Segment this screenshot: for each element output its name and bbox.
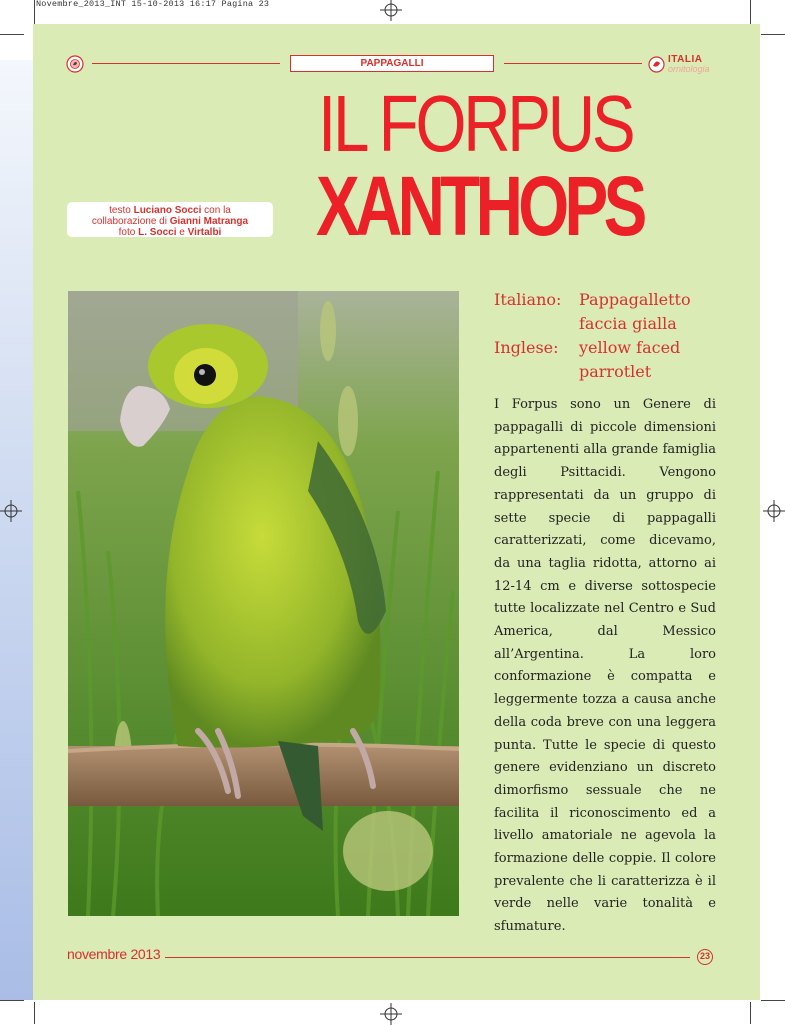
page-edge-strip <box>0 60 33 1000</box>
english-name-value: yellow faced parrotlet <box>579 338 681 381</box>
common-names <box>494 288 729 384</box>
crop-mark <box>750 1002 751 1024</box>
section-label: PAPPAGALLI <box>290 55 494 72</box>
crop-mark <box>0 1000 24 1001</box>
crop-mark <box>34 0 35 24</box>
issue-date: novembre 2013 <box>67 946 161 962</box>
magazine-logo-line1: ITALIA <box>668 54 703 65</box>
header-rule <box>504 63 642 64</box>
crop-mark <box>34 1002 35 1024</box>
header-rule <box>92 63 280 64</box>
italian-name-value: Pappagalletto faccia gialla <box>579 290 691 333</box>
credit-label: collaborazione di <box>91 216 167 227</box>
crop-mark <box>761 34 785 35</box>
article-credits <box>67 202 273 237</box>
credit-author: Luciano Socci <box>133 205 202 216</box>
english-name-label: Inglese: <box>494 338 559 357</box>
article-body: I Forpus sono un Genere di pappagalli di piccole dimensioni appartenenti alla grande famiglia degli Psittacidi. Vengono rappresentati da un gruppo di sette specie di pappagalli caratterizzati, come dicevamo, da una taglia ridotta, attorno ai 12-14 cm e diverse sottospecie tutte localizzate nel Centro e Sud America, dal Messico all’Argentina. La loro conformazione è compatta e leggermente tozza a causa anche della coda breve con una leggera punta. Tutte le specie di questo genere evidenziano un discreto dimorfismo sessuale che ne facilita il riconoscimento ed a livello amatoriale ne agevola la formazione delle coppie. Il colore prevalente che li caratterizza è il verde nelle varie tonalità e sfumature. <box>494 397 716 935</box>
registration-mark-icon <box>0 500 22 522</box>
credit-author: L. Socci <box>138 227 177 238</box>
parrotlet-photo <box>68 291 459 916</box>
italian-name-label: Italiano: <box>494 290 562 309</box>
registration-mark-icon <box>380 1003 402 1025</box>
magazine-logo-icon <box>648 56 665 73</box>
article-title-line2: XANTHOPS <box>316 159 643 253</box>
print-slug: Novembre_2013_INT 15-10-2013 16:17 Pagina 23 <box>36 0 270 9</box>
credit-label: foto <box>118 227 136 238</box>
credit-label: testo <box>109 205 131 216</box>
magazine-logo <box>648 54 718 76</box>
page-number: 23 <box>697 949 713 965</box>
credit-label: e <box>179 227 185 238</box>
association-logo-icon <box>66 55 84 73</box>
footer-rule <box>165 957 690 958</box>
crop-mark <box>761 1000 785 1001</box>
credit-author: Gianni Matranga <box>169 216 249 227</box>
registration-mark-icon <box>763 500 785 522</box>
article-title-line1: IL FORPUS <box>318 79 633 168</box>
registration-mark-icon <box>380 0 402 21</box>
crop-mark <box>0 34 24 35</box>
crop-mark <box>750 0 751 24</box>
magazine-logo-line2: ornitologia <box>668 64 710 74</box>
credit-label: con la <box>204 205 231 216</box>
credit-author: Virtalbi <box>187 227 222 238</box>
